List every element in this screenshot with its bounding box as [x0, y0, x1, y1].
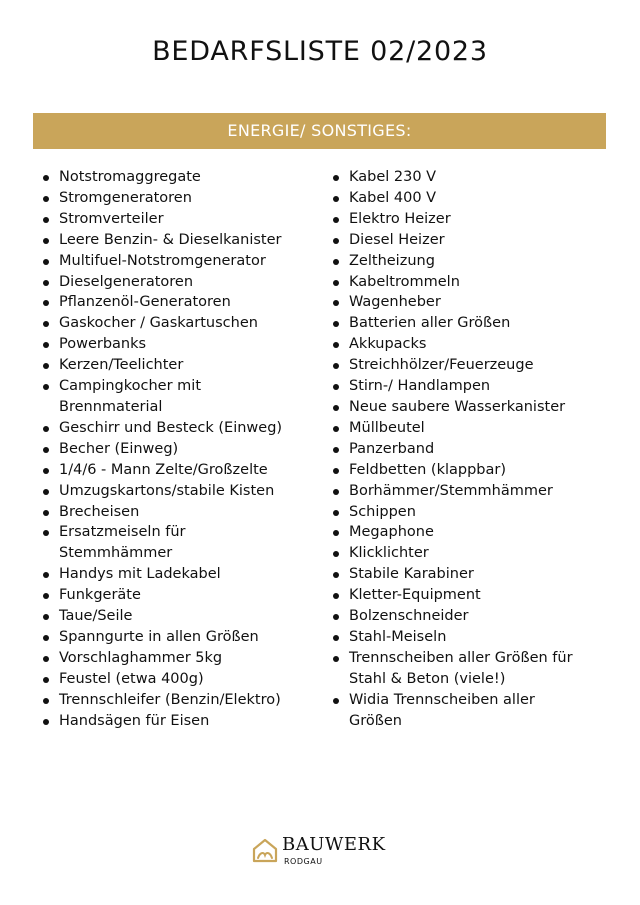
list-item-text: Taue/Seile [59, 608, 133, 625]
list-item [330, 313, 630, 334]
list-item [330, 209, 630, 230]
list-item [330, 272, 630, 293]
list-item [330, 481, 630, 502]
bullet-icon [333, 280, 339, 286]
bullet-icon [333, 530, 339, 536]
bullet-icon [43, 656, 49, 662]
list-item-text: Ersatzmeiseln für Stemmhämmer [59, 524, 186, 562]
bullet-icon [43, 489, 49, 495]
bullet-icon [43, 447, 49, 453]
list-item [40, 669, 340, 690]
list-item [40, 188, 340, 209]
list-item-text: Kabel 230 V [349, 169, 437, 185]
bullet-icon [333, 363, 339, 369]
list-item-text: Müllbeutel [349, 419, 425, 436]
bullet-icon [333, 259, 339, 265]
right-item-list [330, 167, 630, 731]
bullet-icon [43, 321, 49, 327]
list-item [40, 292, 340, 313]
list-item-text: Akkupacks [349, 336, 427, 353]
list-item [330, 355, 630, 376]
bullet-icon [333, 321, 339, 327]
bullet-icon [43, 363, 49, 369]
bullet-icon [333, 175, 339, 181]
list-item [40, 439, 340, 460]
list-item [40, 209, 340, 230]
list-item [330, 397, 630, 418]
list-item [330, 334, 630, 355]
list-item-text: Neue saubere Wasserkanister [349, 398, 566, 415]
bullet-icon [333, 614, 339, 620]
bullet-icon [333, 635, 339, 641]
bullet-icon [333, 468, 339, 474]
list-item [40, 313, 340, 334]
list-item [40, 230, 340, 251]
bullet-icon [43, 426, 49, 432]
list-item-text: Handsägen für Eisen [59, 712, 210, 729]
list-item-text: Pflanzenöl-Generatoren [59, 294, 231, 311]
bullet-icon [333, 196, 339, 202]
page-title: BEDARFSLISTE 02/2023 [152, 36, 488, 67]
list-item-text: Brecheisen [59, 503, 140, 520]
list-item [40, 355, 340, 376]
list-item [330, 292, 630, 313]
list-item [330, 418, 630, 439]
list-item-text: Geschirr und Besteck (Einweg) [59, 419, 283, 436]
list-item-text: Panzerband [349, 440, 435, 457]
bullet-icon [43, 719, 49, 725]
list-item-text: Stirn-/ Handlampen [349, 378, 491, 395]
list-item [330, 564, 630, 585]
list-item-text: Powerbanks [59, 336, 147, 353]
list-item-text: Feldbetten (klappbar) [349, 461, 507, 478]
bullet-icon [43, 572, 49, 578]
list-item [330, 522, 630, 543]
bullet-icon [43, 259, 49, 265]
list-item-text: Handys mit Ladekabel [59, 566, 221, 583]
list-item-text: Vorschlaghammer 5kg [59, 649, 223, 666]
list-item-text: Umzugskartons/stabile Kisten [59, 482, 275, 499]
list-item [40, 690, 340, 711]
list-item-text: Campingkocher mit Brennmaterial [59, 378, 202, 415]
list-item [40, 460, 340, 481]
list-item-text: Megaphone [349, 524, 434, 541]
list-item [40, 418, 340, 439]
list-item-text: Diesel Heizer [349, 231, 445, 248]
bullet-icon [333, 656, 339, 662]
list-item [330, 376, 630, 397]
bullet-icon [43, 300, 49, 306]
list-item-text: Stromgeneratoren [59, 189, 192, 206]
bullet-icon [333, 405, 339, 411]
list-item-text: Stabile Karabiner [349, 566, 474, 583]
list-item [330, 606, 630, 627]
list-item-text: Funkgeräte [59, 587, 141, 604]
list-item-text: Stromverteiler [59, 210, 164, 227]
bullet-icon [43, 238, 49, 244]
bullet-icon [333, 593, 339, 599]
section-heading-banner: ENERGIE/ SONSTIGES: [33, 113, 606, 149]
list-item [330, 690, 630, 732]
bullet-icon [43, 593, 49, 599]
list-item-text: Feustel (etwa 400g) [59, 670, 204, 687]
list-item-text: Notstromaggregate [59, 169, 201, 185]
bullet-icon [43, 677, 49, 683]
bullet-icon [43, 175, 49, 181]
list-item-text: Streichhölzer/Feuerzeuge [349, 357, 534, 374]
list-item [330, 502, 630, 523]
list-item-text: Stahl-Meiseln [349, 628, 447, 645]
list-item [40, 585, 340, 606]
list-item-text: 1/4/6 - Mann Zelte/Großzelte [59, 461, 268, 478]
house-hands-icon [251, 836, 279, 864]
list-item-text: Borhämmer/Stemmhämmer [349, 482, 553, 499]
list-item [40, 376, 340, 418]
list-item-text: Spanngurte in allen Größen [59, 628, 259, 645]
list-item-text: Elektro Heizer [349, 210, 451, 227]
bullet-icon [43, 510, 49, 516]
list-item [330, 167, 630, 188]
list-item [40, 606, 340, 627]
list-item [40, 272, 340, 293]
list-item [40, 522, 340, 564]
bullet-icon [333, 238, 339, 244]
bullet-icon [43, 468, 49, 474]
bullet-icon [333, 551, 339, 557]
list-item [330, 439, 630, 460]
list-item-text: Gaskocher / Gaskartuschen [59, 315, 258, 332]
list-item [330, 251, 630, 272]
bullet-icon [333, 384, 339, 390]
bullet-icon [333, 572, 339, 578]
list-item [40, 711, 340, 732]
bullet-icon [43, 635, 49, 641]
bullet-icon [333, 447, 339, 453]
list-item [330, 648, 630, 690]
bullet-icon [43, 217, 49, 223]
bullet-icon [43, 698, 49, 704]
bullet-icon [43, 384, 49, 390]
logo-brand-text: BAUWERK [282, 834, 386, 855]
bullet-icon [43, 342, 49, 348]
list-item-text: Kabel 400 V [349, 189, 437, 206]
bullet-icon [333, 426, 339, 432]
bullet-icon [333, 217, 339, 223]
list-item-text: Kerzen/Teelichter [59, 357, 184, 374]
list-item [40, 564, 340, 585]
list-item [40, 627, 340, 648]
list-item-text: Multifuel-Notstromgenerator [59, 252, 266, 269]
bullet-icon [43, 614, 49, 620]
list-item-text: Trennschleifer (Benzin/Elektro) [59, 691, 281, 708]
bullet-icon [333, 698, 339, 704]
list-item-text: Leere Benzin- & Dieselkanister [59, 231, 282, 248]
list-item-text: Kletter-Equipment [349, 587, 481, 604]
list-item-text: Bolzenschneider [349, 608, 469, 625]
list-item-text: Schippen [349, 503, 416, 520]
bullet-icon [43, 280, 49, 286]
bullet-icon [333, 342, 339, 348]
list-item-text: Trennscheiben aller Größen für Stahl & Beton (viele!) [349, 649, 573, 687]
logo-sub-text: RODGAU [284, 857, 323, 866]
bullet-icon [333, 300, 339, 306]
left-item-list [40, 167, 340, 731]
list-item-text: Batterien aller Größen [349, 315, 511, 332]
list-item [40, 502, 340, 523]
bauwerk-logo [251, 833, 391, 871]
list-item [330, 627, 630, 648]
list-item [330, 188, 630, 209]
list-item [40, 334, 340, 355]
list-item [330, 543, 630, 564]
bullet-icon [43, 530, 49, 536]
bullet-icon [333, 489, 339, 495]
list-item [40, 167, 340, 188]
list-item [330, 460, 630, 481]
list-item [330, 585, 630, 606]
list-item [330, 230, 630, 251]
list-item [40, 481, 340, 502]
bullet-icon [333, 510, 339, 516]
list-item-text: Widia Trennscheiben aller Größen [349, 691, 535, 729]
list-item-text: Kabeltrommeln [349, 273, 460, 290]
bullet-icon [43, 196, 49, 202]
list-item [40, 251, 340, 272]
list-item-text: Wagenheber [349, 294, 441, 311]
list-item-text: Dieselgeneratoren [59, 273, 194, 290]
list-item-text: Zeltheizung [349, 252, 435, 269]
list-item-text: Klicklichter [349, 545, 429, 562]
list-item-text: Becher (Einweg) [59, 440, 179, 457]
list-item [40, 648, 340, 669]
